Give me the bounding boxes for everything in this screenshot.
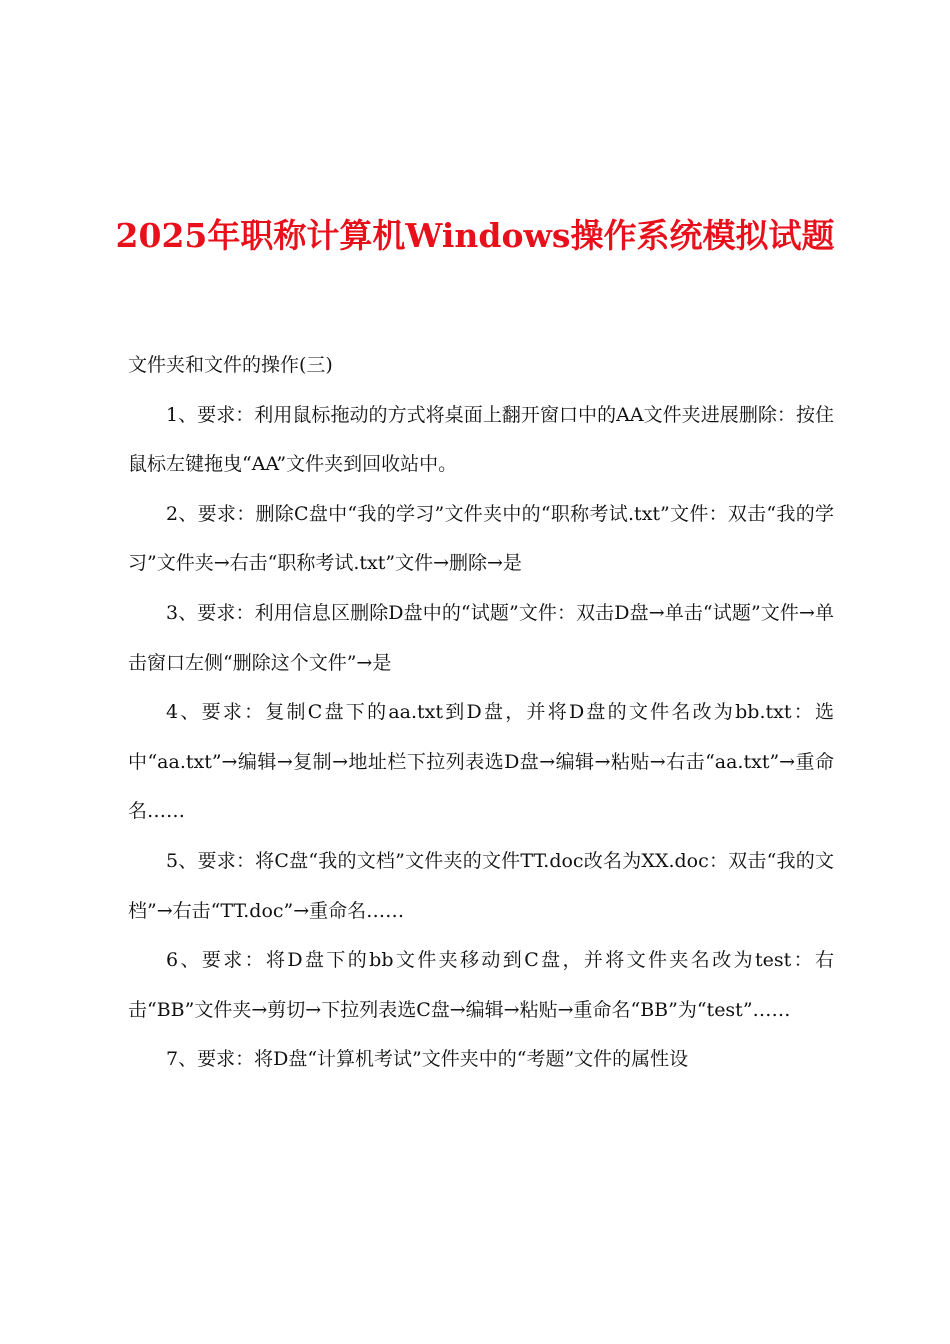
section-heading: 文件夹和文件的操作(三) — [128, 354, 333, 376]
question-item-7: 7、要求：将D盘“计算机考试”文件夹中的“考题”文件的属性设 — [166, 1048, 689, 1071]
question-item-4: 4、要求：复制C盘下的aa.txt到D盘，并将D盘的文件名改为bb.txt：选中“aa.txt”→编辑→复制→地址栏下拉列表选D盘→编辑→粘贴→右击“aa.txt”→重命名…… — [128, 701, 834, 823]
question-item-3: 3、要求：利用信息区删除D盘中的“试题”文件：双击D盘→单击“试题”文件→单击窗口左侧“删除这个文件”→是 — [128, 601, 834, 674]
question-item-2: 2、要求：删除C盘中“我的学习”文件夹中的“职称考试.txt”文件：双击“我的学习”文件夹→右击“职称考试.txt”文件→删除→是 — [128, 502, 834, 575]
question-item-6: 6、要求：将D盘下的bb文件夹移动到C盘，并将文件夹名改为test：右击“BB”文件夹→剪切→下拉列表选C盘→编辑→粘贴→重命名“BB”为“test”…… — [128, 949, 834, 1021]
document-title: 2025年职称计算机Windows操作系统模拟试题 — [115, 216, 835, 255]
document-body — [128, 341, 834, 1085]
question-item-1: 1、要求：利用鼠标拖动的方式将桌面上翻开窗口中的AA文件夹进展删除：按住鼠标左键拖曳“AA”文件夹到回收站中。 — [128, 403, 834, 476]
question-item-5: 5、要求：将C盘“我的文档”文件夹的文件TT.doc改名为XX.doc：双击“我的文档”→右击“TT.doc”→重命名…… — [128, 849, 834, 922]
